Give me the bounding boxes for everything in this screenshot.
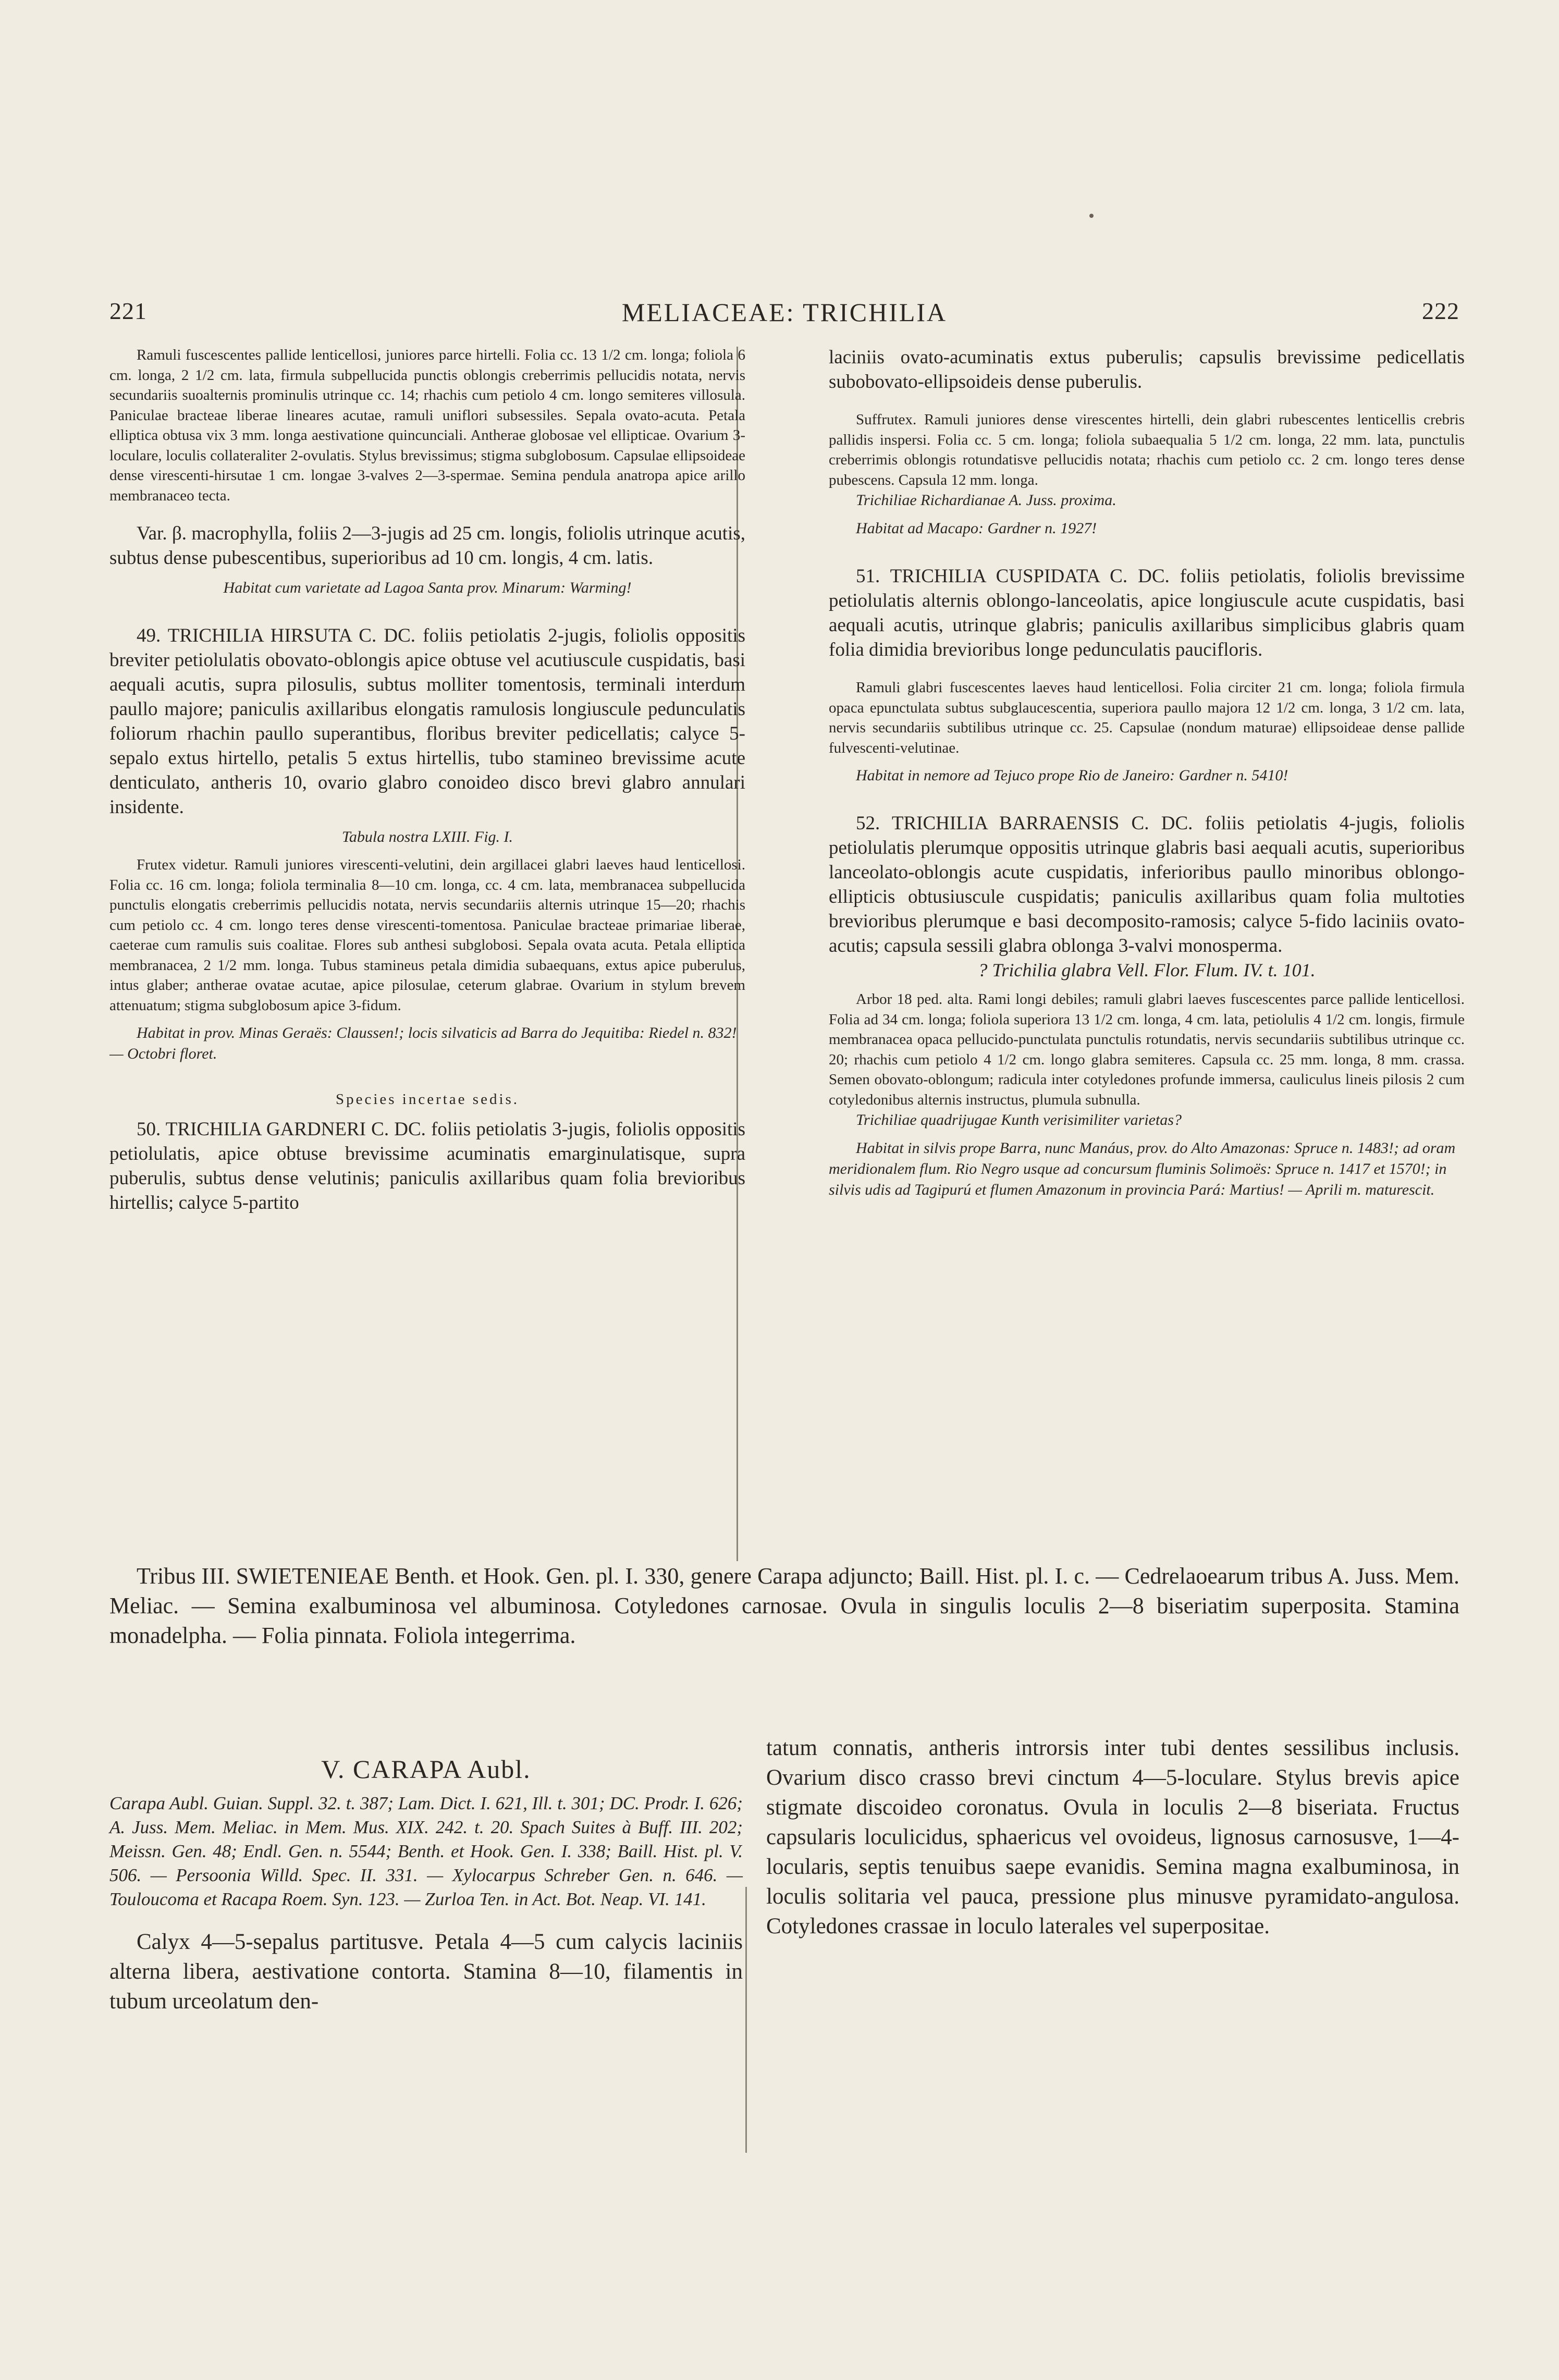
description-52: Arbor 18 ped. alta. Rami longi debiles; ramuli glabri laeves fuscescentes parce pallide lenticellosi. Folia ad 34 cm. longa; foliola superiora 13 1/2 cm. longa, 4 cm. lata, petiolulis 4 1/2 cm. longis, firmule membranacea opaca pellucido-punctulata punctulis rotundatis, nervis secundariis subtilibus utrinque cc. 20; rhachis cum petiolo 4 1/2 cm. longo glabra semiteres. Capsula cc. 25 mm. longa, 8 mm. crassa. Semen obovato-oblongum; radicula inter cotyledones profunde immersa, cauliculus lineis pilosis 2 cum cotyledonibus alternis instructus, plumula subnulla. xyxy=(829,991,1465,1108)
species-50-continued: laciniis ovato-acuminatis extus puberulis; capsulis brevissime pedicellatis subobovato-ellipsoideis dense puberulis. xyxy=(829,347,1465,392)
running-title: MELIACEAE: TRICHILIA xyxy=(621,298,948,327)
habitat-52: Habitat in silvis prope Barra, nunc Manáus, prov. do Alto Amazonas: Spruce n. 1483!; ad oram meridionalem flum. Rio Negro usque ad concursum fluminis Solimoës: Spruce n. 1417 et 1570!; in silvis udis ad Tagipurú et flumen Amazonum in provincia Pará: Martius! — Aprili m. maturescit. xyxy=(829,1139,1456,1198)
description-49: Frutex videtur. Ramuli juniores virescenti-velutini, dein argillacei glabri laeves haud lenticellosi. Folia cc. 16 cm. longa; foliola terminalia 8—10 cm. longa, cc. 4 cm. lata, membranacea subpellucida punctulis elongatis creberrimis pellucidis notata, nervis secundariis alternis utrinque 15—20; rhachis cum petiolo cc. 4 cm. longo teres dense virescenti-tomentosa. Paniculae bracteae primariae liberae, caeterae cum ramulis suis coalitae. Flores sub anthesi subglobosi. Sepala ovata acuta. Petala elliptica membranacea, 2 1/2 mm. longa. Tubus stamineus petala dimidia subaequans, extus apice puberulus, intus glaber; antherae ovatae acutae, apice pilosulae, ceterum glabrae. Ovarium in stylum brevem attenuatum; stigma subglobosum apice 3-fidum. xyxy=(109,856,745,1014)
note-50: Trichiliae Richardianae A. Juss. proxima. xyxy=(856,492,1116,509)
plate-reference: Tabula nostra LXIII. Fig. I. xyxy=(341,828,513,845)
left-column xyxy=(109,345,745,1560)
species-50-diagnosis: 50. TRICHILIA GARDNERI C. DC. foliis petiolatis 3-jugis, foliolis oppositis petiolulatis, apice obtuse brevissime acuminatis emarginulatisque, supra puberulis, subtus dense velutinis; paniculis axillaribus quam folia brevioribus hirtellis; calyce 5-partito xyxy=(109,1118,745,1213)
note-52: Trichiliae quadrijugae Kunth verisimiliter varietas? xyxy=(856,1111,1182,1128)
genus-description-start: Calyx 4—5-sepalus partitusve. Petala 4—5 cum calycis laciniis alterna libera, aestivatione contorta. Stamina 8—10, filamentis in tubum urceolatum den- xyxy=(109,1930,743,2014)
habitat-50: Habitat ad Macapo: Gardner n. 1927! xyxy=(856,520,1097,537)
synonym-52: ? Trichilia glabra Vell. Flor. Flum. IV. t. 101. xyxy=(978,960,1316,980)
genus-right-column xyxy=(766,1733,1459,1941)
page-header xyxy=(109,297,1459,334)
habitat-49: Habitat in prov. Minas Geraës: Claussen!; locis silvaticis ad Barra do Jequitiba: Riedel n. 832! — Octobri floret. xyxy=(109,1024,737,1062)
page-number-right: 222 xyxy=(1422,298,1459,324)
genus-title: V. CARAPA Aubl. xyxy=(321,1755,531,1784)
stray-mark xyxy=(1089,214,1094,218)
habitat-51: Habitat in nemore ad Tejuco prope Rio de Janeiro: Gardner n. 5410! xyxy=(856,767,1288,784)
genus-description-continued: tatum connatis, antheris introrsis inter tubi dentes sessilibus inclusis. Ovarium disco crasso brevi cinctum 4—5-loculare. Stylus brevis apice stigmate discoideo coronatus. Ovula in loculis 2—8 biseriata. Fructus capsularis loculicidus, sphaericus vel ovoideus, lignosus carnosusve, 1—4-locularis, septis tenuibus saepe evanidis. Semina magna exalbuminosa, in loculis solitaria vel pauca, pressione plus minusve pyramidato-angulosa. Cotyledones crassae in loculo laterales vel superpositae. xyxy=(766,1736,1459,1939)
species-51-diagnosis: 51. TRICHILIA CUSPIDATA C. DC. foliis petiolatis, foliolis brevissime petiolulatis alternis oblongo-lanceolatis, apice longiuscule acute cuspidatis, basi aequali acutis, utrinque glabris; paniculis axillaribus simplicibus glabris quam folia dimidia brevioribus longe pedunculatis paucifloris. xyxy=(829,566,1465,660)
species-49-diagnosis: 49. TRICHILIA HIRSUTA C. DC. foliis petiolatis 2-jugis, foliolis oppositis breviter petiolulatis obovato-oblongis apice obtuse vel acutiuscule cuspidatis, basi aequali acutis, supra pilosulis, subtus molliter tomentosis, terminali interdum paullo majore; paniculis axillaribus elongatis ramulosis longiuscule pedunculatis foliorum rhachin paullo superantibus, floribus breviter pedicellatis; calyce 5-sepalo extus hirtello, petalis 5 extus hirtellis, tubo stamineo brevissime acute denticulato, antheris 10, ovario glabro conoideo disco brevi glabro annulari insidente. xyxy=(109,625,745,818)
species-52-diagnosis: 52. TRICHILIA BARRAENSIS C. DC. foliis petiolatis 4-jugis, foliolis petiolulatis plerumque oppositis utrinque glabris basi aequali acutis, superioribus lanceolato-oblongis acute cuspidatis, inferioribus paullo minoribus oblongo-ellipticis obtusiuscule cuspidatis; paniculis axillaribus quam folia multoties brevioribus plerumque e basi decomposito-ramosis; calyce 5-fido laciniis ovato-acutis; capsula sessili glabra oblonga 3-valvi monosperma. xyxy=(829,813,1465,956)
description-48: Ramuli fuscescentes pallide lenticellosi, juniores parce hirtelli. Folia cc. 13 1/2 cm. longa; foliola 6 cm. longa, 2 1/2 cm. lata, firmula subpellucida punctis oblongis creberrimis pellucidis notata, nervis secundariis suoalternis prominulis utrinque cc. 14; rhachis cum petiolo 4 cm. longo semiteres villosula. Paniculae bracteae liberae lineares acutae, ramuli uniflori subsessiles. Sepala ovato-acuta. Petala elliptica obtusa vix 3 mm. longa aestivatione quincunciali. Antherae globosae vel ellipticae. Ovarium 3-loculare, loculis collateraliter 2-ovulatis. Stylus brevissimus; stigma subglobosum. Capsulae ellipsoideae dense virescenti-hirsutae 1 cm. longae 3-valves 2—3-spermae. Semina pendula anatropa apice arillo membranaceo tecta. xyxy=(109,347,745,504)
description-51: Ramuli glabri fuscescentes laeves haud lenticellosi. Folia circiter 21 cm. longa; foliola firmula opaca epunctulata subtus subglaucescentia, superiora paullo majora 12 1/2 cm. longa, 3 1/2 cm. lata, nervis secundariis subtilibus utrinque cc. 25. Capsulae (nondum maturae) ellipsoideae dense pallide fulvescenti-velutinae. xyxy=(829,679,1465,756)
habitat-48: Habitat cum varietate ad Lagoa Santa prov. Minarum: Warming! xyxy=(223,579,632,596)
tribe-text: Tribus III. SWIETENIEAE Benth. et Hook. Gen. pl. I. 330, genere Carapa adjuncto; Baill. Hist. pl. I. c. — Cedrelaoearum tribus A. Juss. Mem. Meliac. — Semina exalbuminosa vel albuminosa. Cotyledones carnosae. Ovula in singulis loculis 2—8 biseriatim superposita. Stamina monadelpha. — Folia pinnata. Foliola integerrima. xyxy=(109,1563,1459,1648)
genus-synonyms: Carapa Aubl. Guian. Suppl. 32. t. 387; Lam. Dict. I. 621, Ill. t. 301; DC. Prodr. I. 626; A. Juss. Mem. Meliac. in Mem. Mus. XIX. 242. t. 20. Spach Suites à Buff. III. 202; Meissn. Gen. 48; Endl. Gen. n. 5544; Benth. et Hook. Gen. I. 338; Baill. Hist. pl. V. 506. — Persoonia Willd. Spec. II. 331. — Xylocarpus Schreber Gen. n. 646. — Touloucoma et Racapa Roem. Syn. 123. — Zurloa Ten. in Act. Bot. Neap. VI. 141. xyxy=(109,1793,743,1909)
species-incertae-heading: Species incertae sedis. xyxy=(335,1091,520,1108)
tribe-heading-block xyxy=(109,1561,1459,1650)
description-50: Suffrutex. Ramuli juniores dense virescentes hirtelli, dein glabri rubescentes lenticellis crebris pallidis inspersi. Folia cc. 5 cm. longa; foliola subaequalia 5 1/2 cm. longa, 22 mm. lata, punctulis creberrimis oblongis rotundatisve pellucidis notata; rhachis cum petiolo cc. 2 cm. longo teres dense pubescens. Capsula 12 mm. longa. xyxy=(829,411,1465,488)
right-column xyxy=(829,345,1465,1560)
variety-beta: Var. β. macrophylla, foliis 2—3-jugis ad 25 cm. longis, foliolis utrinque acutis, subtus dense pubescentibus, superioribus ad 10 cm. longis, 4 cm. latis. xyxy=(109,523,745,569)
column-rule-lower xyxy=(745,1887,747,2153)
page-number-left: 221 xyxy=(109,298,147,324)
genus-left-column xyxy=(109,1733,743,2016)
